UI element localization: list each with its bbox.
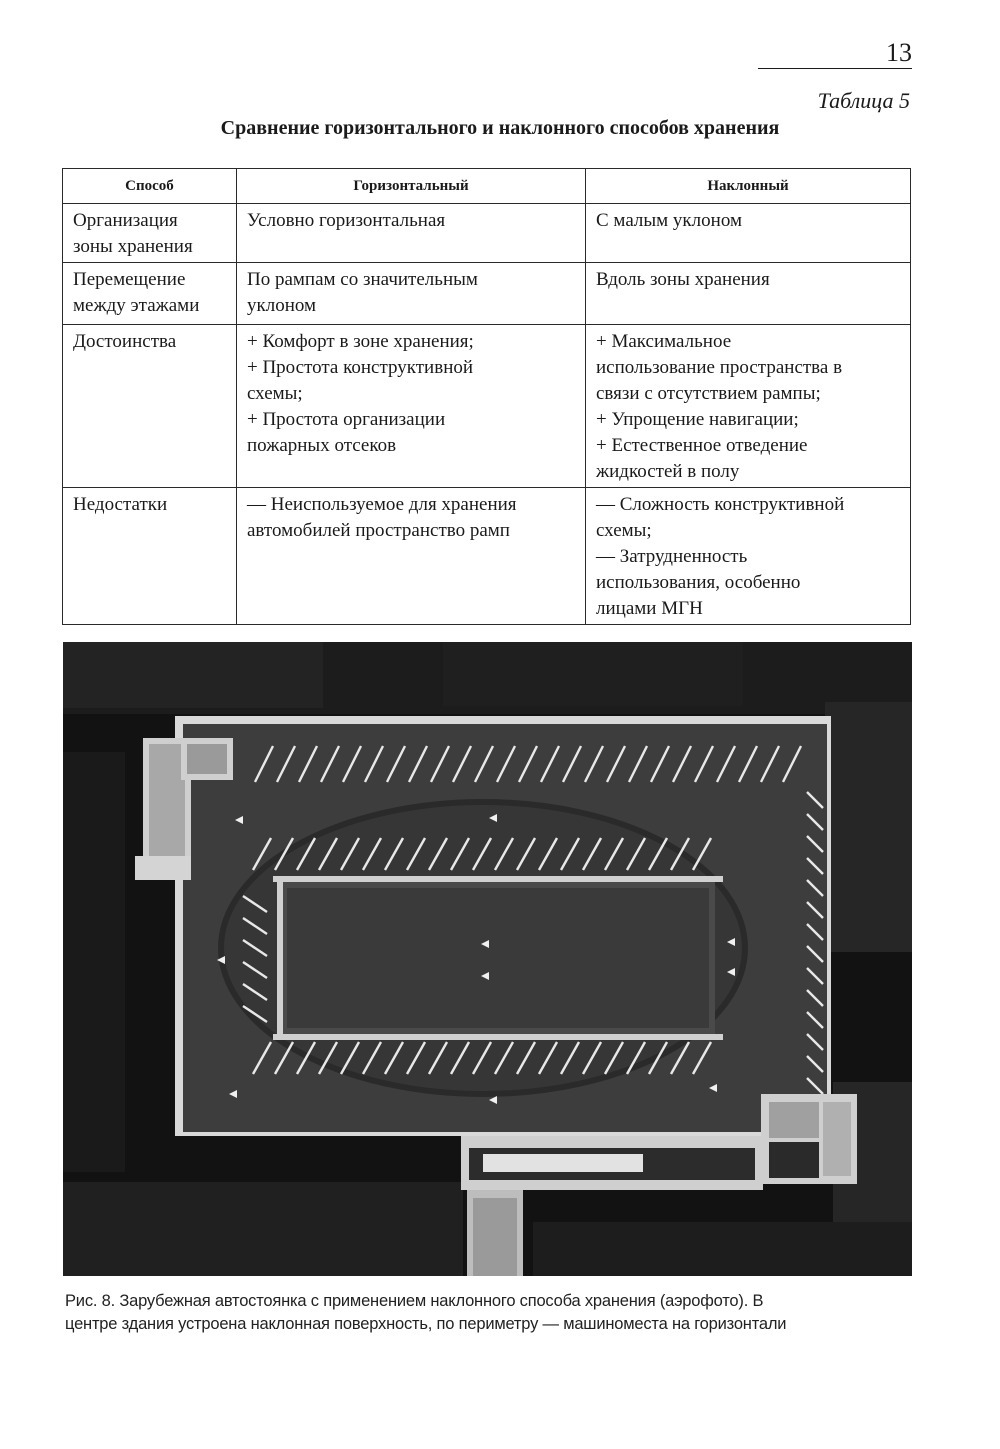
cell-text-line: + Максимальное (596, 331, 732, 352)
table-row (63, 204, 911, 263)
cell-text-line: Организация (73, 210, 178, 231)
table-cell-inclined (586, 325, 911, 488)
table-cell-criterion (63, 204, 237, 263)
table-title: Сравнение горизонтального и наклонного способов хранения (220, 117, 780, 139)
column-header-horizontal: Горизонтальный (237, 169, 586, 204)
cell-text-line: Перемещение (73, 269, 186, 290)
table-row (63, 325, 911, 488)
cell-text-line: жидкостей в полу (596, 461, 740, 482)
table-cell-criterion (63, 263, 237, 325)
cell-text-line: Вдоль зоны хранения (596, 269, 770, 290)
cell-text-line: С малым уклоном (596, 210, 742, 231)
column-header-method: Способ (63, 169, 237, 204)
cell-text-line: лицами МГН (596, 598, 703, 619)
cell-text-line: + Комфорт в зоне хранения; (247, 331, 474, 352)
cell-text-line: связи с отсутствием рампы; (596, 383, 821, 404)
table-cell-inclined (586, 263, 911, 325)
cell-text-line: — Неиспользуемое для хранения (247, 494, 517, 515)
cell-text-line: + Естественное отведение (596, 435, 808, 456)
cell-text-line: уклоном (247, 295, 317, 316)
cell-text-line: между этажами (73, 295, 200, 316)
cell-text-line: Недостатки (73, 494, 168, 515)
cell-text-line: + Простота организации (247, 409, 446, 430)
table-label: Таблица 5 (817, 88, 910, 113)
table-cell-horizontal (237, 204, 586, 263)
page-number: 13 (886, 38, 912, 67)
table-cell-criterion (63, 488, 237, 625)
cell-text-line: Условно горизонтальная (247, 210, 446, 231)
cell-text-line: схемы; (247, 383, 303, 404)
island-wall-left (277, 882, 283, 1034)
cell-text-line: — Затрудненность (596, 546, 748, 567)
island-wall-bottom (273, 1034, 723, 1040)
cell-text-line: пожарных отсеков (247, 435, 397, 456)
parking-aerial-photo (63, 642, 912, 1276)
comparison-table (62, 168, 911, 625)
table-cell-inclined (586, 204, 911, 263)
column-header-inclined: Наклонный (586, 169, 911, 204)
cell-text-line: + Упрощение навигации; (596, 409, 799, 430)
cell-text-line: + Простота конструктивной (247, 357, 474, 378)
table-header-row (63, 169, 911, 204)
cell-text-line: зоны хранения (73, 236, 193, 257)
caption-line: Рис. 8. Зарубежная автостоянка с применением наклонного способа хранения (аэрофото). В (65, 1292, 764, 1310)
cell-text-line: Достоинства (73, 331, 177, 352)
table-cell-horizontal (237, 325, 586, 488)
table-row (63, 488, 911, 625)
cell-text-line: использование пространства в (596, 357, 843, 378)
aerial-photo-figure (63, 642, 912, 1276)
table-cell-horizontal (237, 263, 586, 325)
cell-text-line: схемы; (596, 520, 652, 541)
cell-text-line: использования, особенно (596, 572, 801, 593)
table-cell-horizontal (237, 488, 586, 625)
table-cell-inclined (586, 488, 911, 625)
table-cell-criterion (63, 325, 237, 488)
stair-tower-right (761, 1094, 857, 1184)
figure-caption (65, 1290, 915, 1336)
cell-text-line: По рампам со значительным (247, 269, 478, 290)
header-rule (758, 68, 912, 69)
table-row (63, 263, 911, 325)
cell-text-line: — Сложность конструктивной (596, 494, 845, 515)
island-wall-top (273, 876, 723, 882)
cell-text-line: автомобилей пространство рамп (247, 520, 510, 541)
caption-line: центре здания устроена наклонная поверхность, по периметру — машиноместа на горизонтали (65, 1315, 787, 1333)
